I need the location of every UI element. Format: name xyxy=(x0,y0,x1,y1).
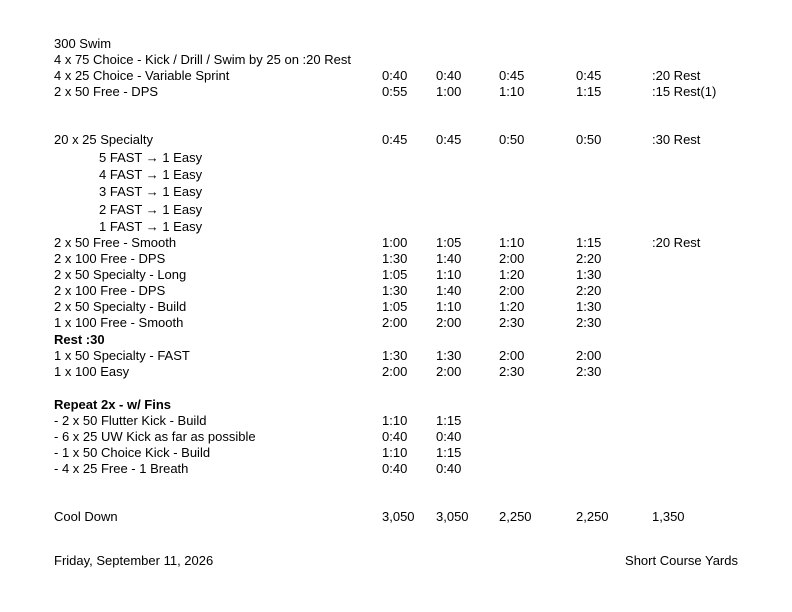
interval-cell-4: 1:15 xyxy=(576,235,602,250)
interval-cell-3: 2:00 xyxy=(499,348,525,363)
set-description: 4 x 25 Choice - Variable Sprint xyxy=(54,68,230,83)
workout-row xyxy=(0,84,792,100)
workout-row xyxy=(0,202,792,218)
interval-cell-3: 2,250 xyxy=(499,509,532,524)
set-description: 2 x 50 Free - DPS xyxy=(54,84,159,99)
interval-cell-5: :20 Rest xyxy=(652,68,701,83)
workout-row xyxy=(0,364,792,380)
workout-row xyxy=(0,413,792,429)
interval-cell-4: 0:50 xyxy=(576,132,602,147)
workout-row xyxy=(0,52,792,68)
interval-cell-2: 2:00 xyxy=(436,315,462,330)
interval-cell-1: 1:30 xyxy=(382,283,408,298)
workout-date: Friday, September 11, 2026 xyxy=(54,553,214,568)
workout-row xyxy=(0,267,792,283)
workout-row xyxy=(0,509,792,525)
set-description: 1 x 100 Free - Smooth xyxy=(54,315,184,330)
course-type: Short Course Yards xyxy=(625,553,738,568)
interval-cell-3: 2:30 xyxy=(499,364,525,379)
interval-cell-2: 0:40 xyxy=(436,461,462,476)
interval-cell-1: 0:55 xyxy=(382,84,408,99)
set-description: 20 x 25 Specialty xyxy=(54,132,154,147)
set-description: 300 Swim xyxy=(54,36,112,51)
interval-cell-2: 1:05 xyxy=(436,235,462,250)
interval-cell-1: 0:40 xyxy=(382,429,408,444)
set-description: 2 x 50 Free - Smooth xyxy=(54,235,177,250)
set-description: 2 FAST → 1 Easy xyxy=(99,202,203,217)
interval-cell-4: 2,250 xyxy=(576,509,609,524)
set-description: - 1 x 50 Choice Kick - Build xyxy=(54,445,211,460)
interval-cell-2: 1:15 xyxy=(436,413,462,428)
interval-cell-1: 1:05 xyxy=(382,299,408,314)
interval-cell-3: 0:50 xyxy=(499,132,525,147)
interval-cell-4: 1:30 xyxy=(576,299,602,314)
set-description: 2 x 100 Free - DPS xyxy=(54,251,166,266)
set-description: 4 x 75 Choice - Kick / Drill / Swim by 25 on :20 Rest xyxy=(54,52,351,67)
interval-cell-4: 2:20 xyxy=(576,251,602,266)
workout-row xyxy=(0,36,792,52)
interval-cell-4: 2:20 xyxy=(576,283,602,298)
interval-cell-2: 2:00 xyxy=(436,364,462,379)
workout-row xyxy=(0,429,792,445)
set-description: Cool Down xyxy=(54,509,118,524)
interval-cell-1: 1:30 xyxy=(382,348,408,363)
workout-row xyxy=(0,299,792,315)
interval-cell-4: 1:30 xyxy=(576,267,602,282)
workout-row xyxy=(0,68,792,84)
interval-cell-4: 2:30 xyxy=(576,315,602,330)
workout-row xyxy=(0,219,792,235)
workout-row xyxy=(0,251,792,267)
set-description: - 4 x 25 Free - 1 Breath xyxy=(54,461,189,476)
interval-cell-4: 0:45 xyxy=(576,68,602,83)
interval-cell-2: 0:40 xyxy=(436,68,462,83)
interval-cell-1: 3,050 xyxy=(382,509,415,524)
interval-cell-2: 1:10 xyxy=(436,299,462,314)
workout-row xyxy=(0,150,792,166)
interval-cell-2: 1:00 xyxy=(436,84,462,99)
interval-cell-4: 2:00 xyxy=(576,348,602,363)
workout-row xyxy=(0,348,792,364)
interval-cell-3: 2:00 xyxy=(499,283,525,298)
interval-cell-1: 1:05 xyxy=(382,267,408,282)
interval-cell-1: 1:10 xyxy=(382,445,408,460)
interval-cell-3: 1:10 xyxy=(499,84,525,99)
set-description: 1 x 50 Specialty - FAST xyxy=(54,348,190,363)
interval-cell-3: 1:10 xyxy=(499,235,525,250)
set-description: Repeat 2x - w/ Fins xyxy=(54,397,172,412)
workout-row xyxy=(0,397,792,413)
interval-cell-1: 0:40 xyxy=(382,68,408,83)
workout-row xyxy=(0,235,792,251)
interval-cell-5: :15 Rest(1) xyxy=(652,84,717,99)
set-description: 1 FAST → 1 Easy xyxy=(99,219,203,234)
interval-cell-4: 2:30 xyxy=(576,364,602,379)
workout-row xyxy=(0,132,792,148)
interval-cell-4: 1:15 xyxy=(576,84,602,99)
interval-cell-1: 1:00 xyxy=(382,235,408,250)
workout-row xyxy=(0,184,792,200)
workout-row xyxy=(0,445,792,461)
interval-cell-1: 0:45 xyxy=(382,132,408,147)
interval-cell-1: 2:00 xyxy=(382,364,408,379)
interval-cell-3: 0:45 xyxy=(499,68,525,83)
interval-cell-2: 0:45 xyxy=(436,132,462,147)
interval-cell-1: 1:10 xyxy=(382,413,408,428)
interval-cell-5: :20 Rest xyxy=(652,235,701,250)
interval-cell-1: 0:40 xyxy=(382,461,408,476)
interval-cell-3: 1:20 xyxy=(499,299,525,314)
set-description: 2 x 50 Specialty - Build xyxy=(54,299,187,314)
set-description: 1 x 100 Easy xyxy=(54,364,130,379)
set-description: 2 x 100 Free - DPS xyxy=(54,283,166,298)
workout-row xyxy=(0,461,792,477)
interval-cell-2: 1:40 xyxy=(436,251,462,266)
interval-cell-3: 1:20 xyxy=(499,267,525,282)
interval-cell-2: 1:30 xyxy=(436,348,462,363)
interval-cell-2: 3,050 xyxy=(436,509,469,524)
interval-cell-5: :30 Rest xyxy=(652,132,701,147)
workout-row xyxy=(0,332,792,348)
interval-cell-2: 0:40 xyxy=(436,429,462,444)
interval-cell-1: 1:30 xyxy=(382,251,408,266)
set-description: 2 x 50 Specialty - Long xyxy=(54,267,187,282)
interval-cell-3: 2:30 xyxy=(499,315,525,330)
set-description: 3 FAST → 1 Easy xyxy=(99,184,203,199)
set-description: Rest :30 xyxy=(54,332,105,347)
workout-row xyxy=(0,315,792,331)
interval-cell-2: 1:10 xyxy=(436,267,462,282)
interval-cell-5: 1,350 xyxy=(652,509,685,524)
set-description: 5 FAST → 1 Easy xyxy=(99,150,203,165)
interval-cell-2: 1:40 xyxy=(436,283,462,298)
workout-row xyxy=(0,167,792,183)
interval-cell-1: 2:00 xyxy=(382,315,408,330)
set-description: - 2 x 50 Flutter Kick - Build xyxy=(54,413,207,428)
set-description: 4 FAST → 1 Easy xyxy=(99,167,203,182)
workout-row xyxy=(0,283,792,299)
set-description: - 6 x 25 UW Kick as far as possible xyxy=(54,429,256,444)
interval-cell-2: 1:15 xyxy=(436,445,462,460)
interval-cell-3: 2:00 xyxy=(499,251,525,266)
